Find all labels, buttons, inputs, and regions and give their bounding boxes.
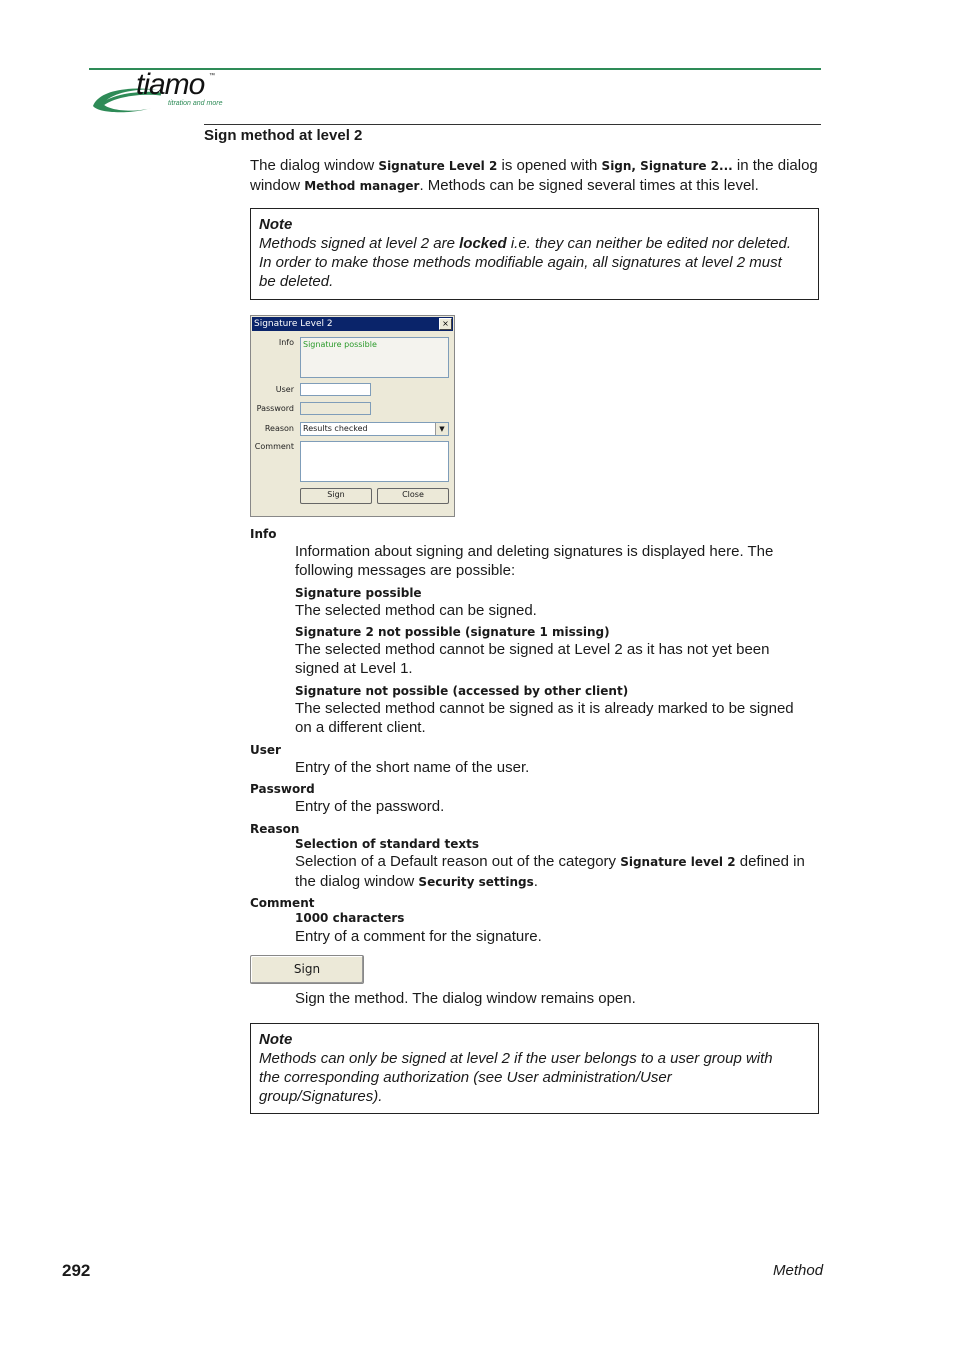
- term-signature2-not-possible: Signature 2 not possible (signature 1 missing): [295, 625, 610, 639]
- close-icon[interactable]: ×: [439, 318, 452, 330]
- intro-paragraph: The dialog window Signature Level 2 is opened with Sign, Signature 2... in the dialog window Method manager. Methods can be signed several times at this level.: [250, 157, 818, 194]
- sign-description: Sign the method. The dialog window remains open.: [295, 990, 636, 1007]
- comment-textarea[interactable]: [300, 441, 449, 482]
- reason-value: Results checked: [303, 424, 368, 433]
- term-reason: Reason: [250, 822, 300, 836]
- password-description: Entry of the password.: [295, 798, 445, 815]
- sign-button[interactable]: Sign: [250, 955, 364, 984]
- tiamo-logo: [89, 68, 239, 118]
- dialog-sign-button[interactable]: Sign: [300, 488, 372, 504]
- comment-description: Entry of a comment for the signature.: [295, 928, 542, 945]
- footer-section: Method: [773, 1262, 824, 1279]
- section-rule: [204, 124, 821, 125]
- reason-description: Selection of a Default reason out of the category Signature level 2 defined in the dialog window Security settings.: [295, 853, 805, 890]
- signature-dialog: [250, 315, 455, 517]
- dialog-close-button[interactable]: Close: [377, 488, 449, 504]
- term-comment: Comment: [250, 896, 315, 910]
- section-title: Sign method at level 2: [204, 127, 363, 144]
- term-info: Info: [250, 527, 277, 541]
- user-description: Entry of the short name of the user.: [295, 759, 530, 776]
- user-label: User: [275, 385, 294, 394]
- signature-not-possible-desc: The selected method cannot be signed as it is already marked to be signed on a different client.: [295, 700, 794, 736]
- reason-label: Reason: [264, 424, 294, 433]
- password-input[interactable]: [300, 402, 371, 415]
- signature2-not-possible-desc: The selected method cannot be signed at Level 2 as it has not yet been signed at Level 1.: [295, 641, 770, 677]
- user-input[interactable]: [300, 383, 371, 396]
- logo-trademark: ™: [209, 73, 215, 79]
- logo-wordmark: tiamo: [136, 68, 205, 101]
- term-signature-not-possible: Signature not possible (accessed by other client): [295, 684, 629, 698]
- signature-possible-desc: The selected method can be signed.: [295, 602, 537, 619]
- info-label: Info: [278, 338, 294, 347]
- logo-tagline: titration and more: [168, 100, 223, 107]
- dialog-title: Signature Level 2: [252, 317, 453, 331]
- note-box-authorization: Note Methods can only be signed at level 2 if the user belongs to a user group with the corresponding authorization (see User administration/User group/Signatures).: [250, 1023, 819, 1114]
- chevron-down-icon[interactable]: ▼: [435, 423, 448, 435]
- page-number: 292: [62, 1261, 91, 1280]
- comment-subtitle: 1000 characters: [295, 911, 405, 925]
- term-user: User: [250, 743, 281, 757]
- info-description: Information about signing and deleting signatures is displayed here. The following messages are possible:: [295, 543, 774, 579]
- reason-select[interactable]: [300, 422, 449, 436]
- note-title: Note: [259, 1031, 293, 1048]
- term-signature-possible: Signature possible: [295, 586, 422, 600]
- reason-subtitle: Selection of standard texts: [295, 837, 479, 851]
- note-title: Note: [259, 216, 293, 233]
- comment-label: Comment: [254, 442, 294, 451]
- note-box-locked: Note Methods signed at level 2 are locked i.e. they can neither be edited nor deleted. In order to make those methods modifiable again, all signatures at level 2 must be deleted.: [250, 208, 819, 300]
- info-display: Signature possible: [300, 337, 449, 378]
- password-label: Password: [256, 404, 294, 413]
- term-password: Password: [250, 782, 315, 796]
